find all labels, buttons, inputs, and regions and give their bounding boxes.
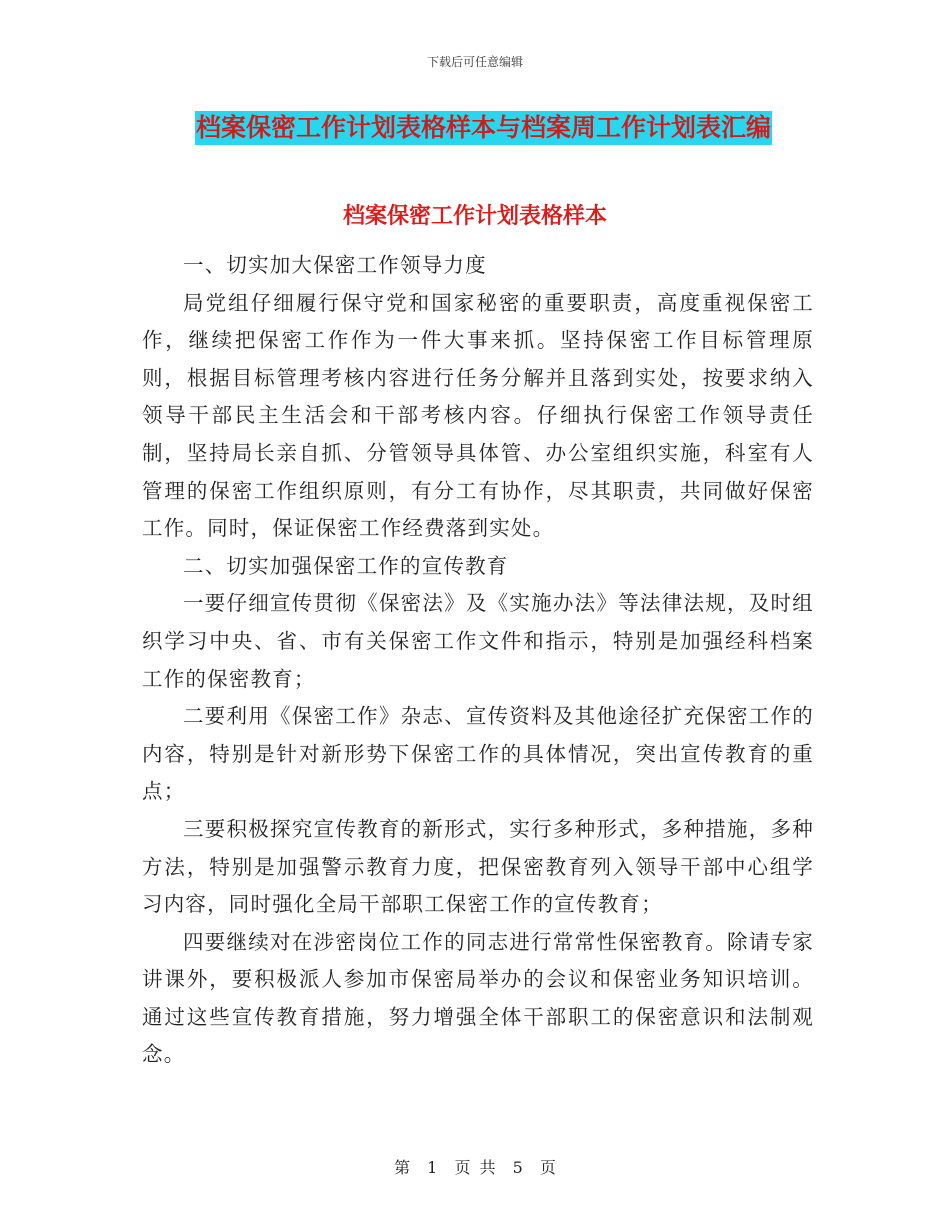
paragraph: 二、切实加强保密工作的宣传教育 [183,553,509,578]
paragraph: 一、切实加大保密工作领导力度 [183,253,487,277]
paragraph: 局党组仔细履行保守党和国家秘密的重要职责，高度重视保密工作，继续把保密工作作为一件大事来抓。坚持保密工作目标管理原则，根据目标管理考核内容进行任务分解并且落到实处，按要求纳入领导干部民主生活会和干部考核内容。仔细执行保密工作领导责任制，坚持局长亲自抓、分管领导具体管、办公室组织实施，科室有人管理的保密工作组织原则，有分工有协作，尽其职责，共同做好保密工作。同时，保证保密工作经费落到实处。 [142,290,814,541]
footer-mid: 页 共 [454,1158,496,1177]
paragraph: 三要积极探究宣传教育的新形式，实行多种形式，多种措施，多种方法，特别是加强警示教育力度，把保密教育列入领导干部中心组学习内容，同时强化全局干部职工保密工作的宣传教育； [142,816,814,917]
page-footer [0,1155,950,1178]
header-note: 下载后可任意编辑 [426,55,523,69]
document-body [142,247,814,1074]
page-number-total: 5 [512,1158,523,1177]
paragraph: 二要利用《保密工作》杂志、宣传资料及其他途径扩充保密工作的内容，特别是针对新形势下保密工作的具体情况，突出宣传教育的重点； [142,704,814,804]
footer-suffix: 页 [539,1158,556,1177]
paragraph: 一要仔细宣传贯彻《保密法》及《实施办法》等法律法规，及时组织学习中央、省、市有关保密工作文件和指示，特别是加强经科档案工作的保密教育； [142,591,814,691]
paragraph: 四要继续对在涉密岗位工作的同志进行常常性保密教育。除请专家讲课外，要积极派人参加市保密局举办的会议和保密业务知识培训。通过这些宣传教育措施，努力增强全体干部职工的保密意识和法制观念。 [142,929,814,1067]
footer-prefix: 第 [394,1158,411,1177]
section-title: 档案保密工作计划表格样本 [342,204,607,229]
document-title: 档案保密工作计划表格样本与档案周工作计划表汇编 [195,111,772,145]
page-number-current: 1 [427,1158,438,1177]
